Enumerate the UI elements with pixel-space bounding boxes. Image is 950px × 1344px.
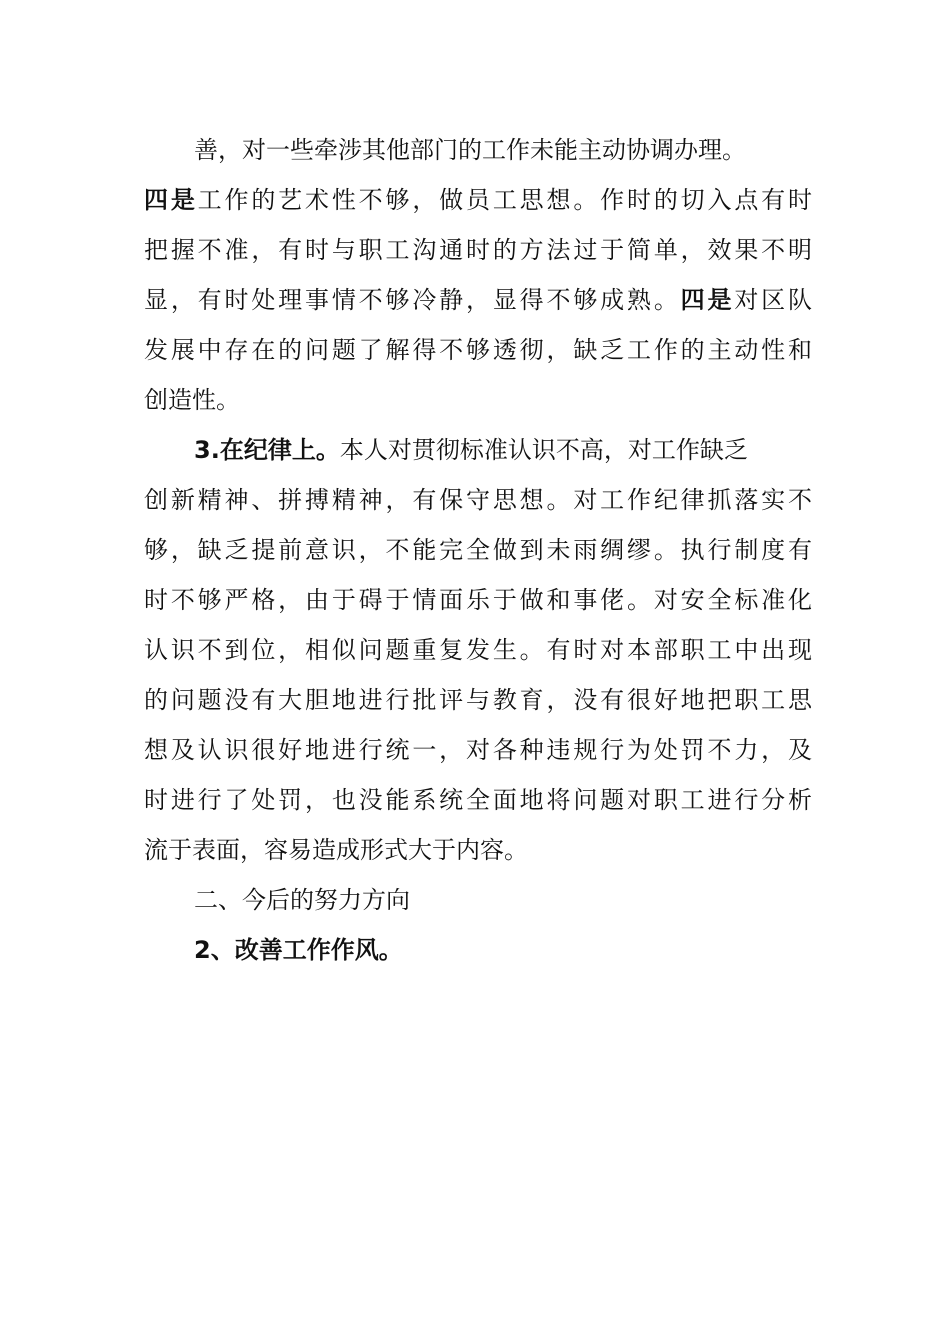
paragraph-line [144,275,812,325]
paragraph-line [144,125,812,175]
line-text: 认识不到位，相似问题重复发生。有时对本部职工中出现 [144,636,812,664]
line-text: 时不够严格，由于碍于情面乐于做和事佬。对安全标准化 [144,586,812,614]
line-text: 发展中存在的问题了解得不够透彻，缺乏工作的主动性和 [144,336,812,364]
line-text: 的问题没有大胆地进行批评与教育，没有很好地把职工思 [144,686,812,714]
paragraph-line [144,575,812,625]
document-body [144,125,812,975]
line-text: 二、今后的努力方向 [194,886,410,914]
paragraph-line [144,225,812,275]
section-heading: 3.在纪律上。 [194,436,340,464]
section-title [144,875,812,925]
line-text: 创造性。 [144,386,240,414]
paragraph-line [144,375,812,425]
line-text: 善，对一些牵涉其他部门的工作未能主动协调办理。 [194,136,746,164]
line-text: 工作的艺术性不够，做员工思想。作时的切入点有时 [197,186,813,214]
line-text: 流于表面，容易造成形式大于内容。 [144,836,528,864]
paragraph-line [144,625,812,675]
line-text: 本人对贯彻标准认识不高，对工作缺乏 [339,436,748,464]
line-text: 想及认识很好地进行统一，对各种违规行为处罚不力，及 [144,736,812,764]
paragraph-line [144,525,812,575]
paragraph-line [144,675,812,725]
subsection-title [144,925,812,975]
paragraph-line [144,175,812,225]
line-text: 对区队 [734,286,813,314]
paragraph-line [144,725,812,775]
line-text: 时进行了处罚，也没能系统全面地将问题对职工进行分析 [144,786,812,814]
line-text: 创新精神、拼搏精神，有保守思想。对工作纪律抓落实不 [144,486,812,514]
line-text: 够，缺乏提前意识，不能完全做到未雨绸缪。执行制度有 [144,536,812,564]
paragraph-line [144,825,812,875]
paragraph-line [144,325,812,375]
bold-lead: 四是 [680,286,735,314]
section-heading: 2、改善工作作风。 [194,936,403,964]
paragraph-line [144,475,812,525]
line-text: 显，有时处理事情不够冷静，显得不够成熟。 [144,286,681,314]
paragraph-line [144,425,812,475]
bold-lead: 四是 [144,186,198,214]
paragraph-line [144,775,812,825]
line-text: 把握不准，有时与职工沟通时的方法过于简单，效果不明 [144,236,812,264]
